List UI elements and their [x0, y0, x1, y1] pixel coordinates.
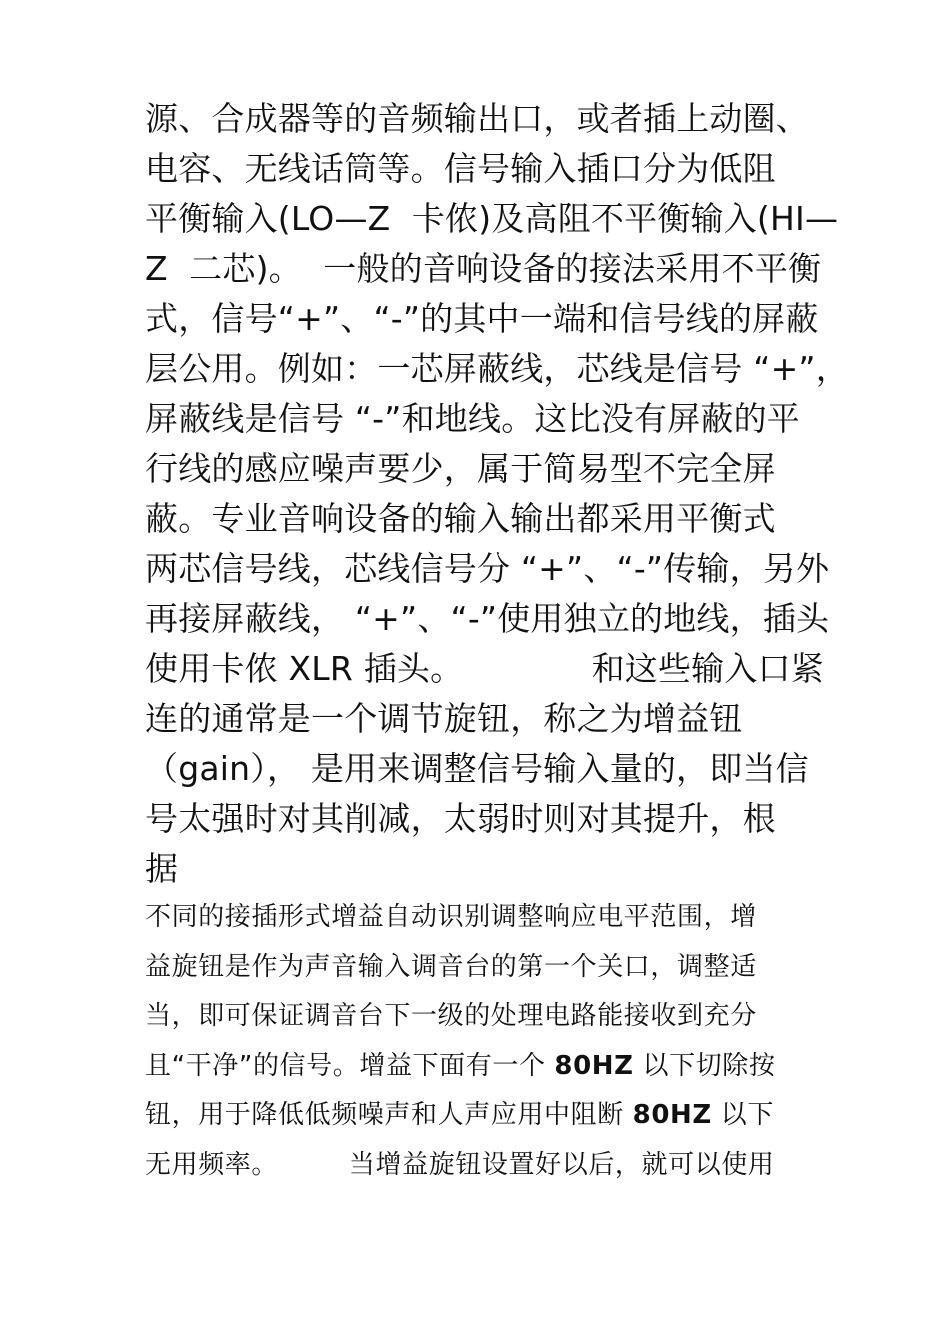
- text-line: 行线的感应噪声要少，属于简易型不完全屏: [145, 449, 776, 488]
- text-line: 层公用。例如：一芯屏蔽线，芯线是信号 “+”，: [145, 349, 849, 388]
- text-line: （gain）， 是用来调整信号输入量的，即当信: [145, 749, 809, 788]
- text-run: 钮，用于降低低频噪声和人声应用中阻断: [145, 1100, 633, 1130]
- text-line: 式，信号“+”、“-”的其中一端和信号线的屏蔽: [145, 299, 819, 338]
- text-line-with-bold: [145, 1091, 825, 1141]
- text-line: 号太强时对其削减，太弱时则对其提升，根: [145, 799, 776, 838]
- text-line-with-bold: [145, 1042, 825, 1092]
- text-line: 使用卡侬 XLR 插头。 和这些输入口紧: [145, 649, 824, 688]
- frequency-value-bold: 80HZ: [554, 1050, 634, 1081]
- text-line: 据: [145, 849, 179, 888]
- body-text-small: [145, 893, 825, 1190]
- text-line: 连的通常是一个调节旋钮，称之为增益钮: [145, 699, 743, 738]
- text-line: 电容、无线话筒等。信号输入插口分为低阻: [145, 149, 776, 188]
- text-line: 平衡输入(LO—Z 卡侬)及高阻不平衡输入(HI—: [145, 199, 839, 238]
- text-line: 屏蔽线是信号 “-”和地线。这比没有屏蔽的平: [145, 399, 800, 438]
- text-line: 蔽。专业音响设备的输入输出都采用平衡式: [145, 499, 776, 538]
- text-line: 再接屏蔽线， “+”、“-”使用独立的地线，插头: [145, 599, 830, 638]
- frequency-value-bold: 80HZ: [632, 1100, 712, 1130]
- body-text-large: [145, 94, 849, 894]
- text-line: 无用频率。 当增益旋钮设置好以后，就可以使用: [145, 1149, 775, 1180]
- text-line: 不同的接插形式增益自动识别调整响应电平范围，增: [145, 902, 757, 932]
- text-line: Z 二芯)。 一般的音响设备的接法采用不平衡: [145, 249, 822, 288]
- text-run: 以下: [711, 1100, 774, 1130]
- text-run: 以下切除按: [633, 1050, 776, 1081]
- text-line: 益旋钮是作为声音输入调音台的第一个关口，调整适: [145, 951, 757, 982]
- text-line: 源、合成器等的音频输出口，或者插上动圈、: [145, 99, 809, 138]
- text-line: 当，即可保证调音台下一级的处理电路能接收到充分: [145, 1001, 757, 1031]
- text-line: 两芯信号线，芯线信号分 “+”、“-”传输，另外: [145, 549, 830, 588]
- text-run: 且“干净”的信号。增益下面有一个: [145, 1050, 555, 1081]
